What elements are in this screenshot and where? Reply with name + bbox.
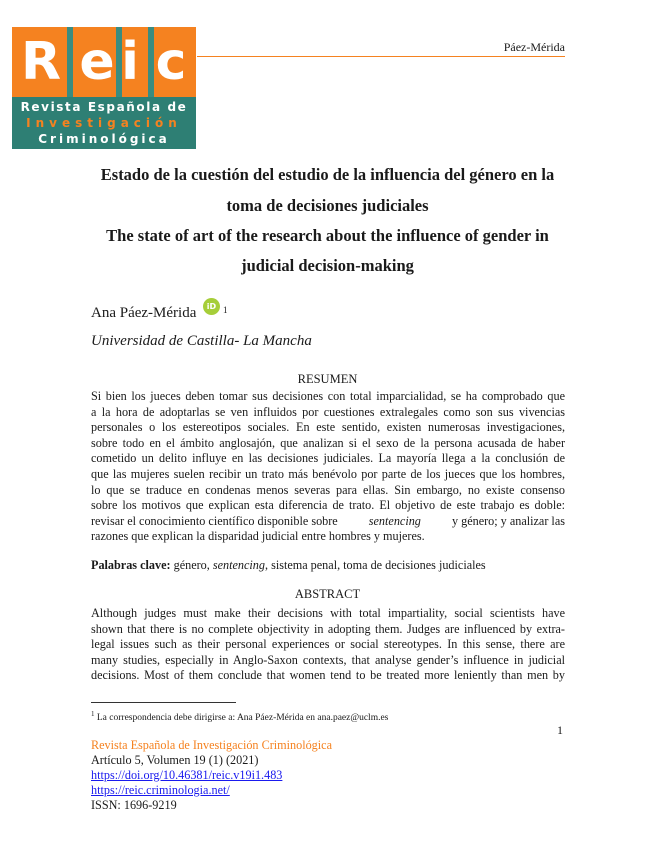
abstract-line: legal issues such as their personal experiences or social stereotypes. In this sense, there are [91,637,565,652]
journal-logo [12,27,196,149]
header-rule [197,56,565,57]
logo-orange-block [12,27,196,97]
resumen-line: lo que se traduce en condenas menos severas para ellas. Sin embargo, no existe consenso [91,482,565,497]
abstract-heading: ABSTRACT [294,587,361,601]
footer-journal-link[interactable]: https://reic.criminologia.net/ [91,783,230,797]
keywords-label: Palabras clave: [91,558,171,572]
footer-issn: ISSN: 1696-9219 [91,798,177,812]
logo-letter-i: i [121,32,139,92]
resumen-line: Si bien los jueces deben tomar sus decisiones con total imparcialidad, se ha comprobado que [91,389,565,403]
resumen-line: cometido un delito influye en las decisiones judiciales. La mayoría llega a la conclusión de [91,451,565,466]
resumen-text: y género; y analizar las [451,513,565,528]
abstract-line: shown that there is no complete objectivity in adopting them. Judges are influenced by extra- [91,621,565,636]
resumen-line: personales o los estereotipos sociales. En este sentido, existen numerosas investigaciones, [91,420,565,435]
footer-doi-link[interactable]: https://doi.org/10.46381/reic.v19i1.483 [91,768,283,782]
resumen-paragraph [91,389,565,545]
resumen-line-mixed [91,514,565,530]
keywords-italic: sentencing [212,558,265,572]
abstract-line: many studies, especially in Anglo-Saxon contexts, that analyse gender’s influence in judicial [91,652,565,667]
abstract-paragraph [91,606,565,684]
footnote-mark: 1 [91,710,95,718]
page-number: 1 [557,723,563,737]
logo-line-1: Revista Española de [20,100,188,114]
logo-line-2: Investigación [26,116,182,130]
title-es-line-2: toma de decisiones judiciales [226,196,429,215]
running-header-author: Páez-Mérida [503,40,565,54]
footnote-text: La correspondencia debe dirigirse a: Ana Páez-Mérida en ana.paez@uclm.es [94,713,389,724]
resumen-line: sobre todo en el ámbito anglosajón, que analizan si el sexo de la persona acusada de haber [91,435,565,450]
abstract-line: Although judges must make their decisions with total impartiality, social scientists have [91,606,565,620]
logo-letter-r: R [20,32,62,92]
abstract-line: decisions. Most of them conclude that women tend to be treated more leniently than men by [91,668,565,683]
title-en-line-1: The state of art of the research about the influence of gender in [106,226,549,245]
logo-teal-block [12,97,196,149]
resumen-line: a la hora de adoptarlas se ven influidos por cuestiones extralegales como son sus vivencias [91,404,565,419]
footer-article-info: Artículo 5, Volumen 19 (1) (2021) [91,753,259,767]
resumen-line: que las mujeres suelen recibir un trato más benévolo por parte de los jueces que los hombres, [91,466,565,481]
title-es-line-1: Estado de la cuestión del estudio de la influencia del género en la [100,165,555,184]
resumen-line: sobre los motivos que explican esta diferencia de trato. El objetivo de este trabajo es doble: [91,498,565,513]
footnote [91,710,388,723]
footnote-rule [91,702,236,703]
author-name: Ana Páez-Mérida [91,305,197,321]
logo-line-3: Criminológica [38,132,170,146]
author-affiliation: Universidad de Castilla- La Mancha [91,333,312,349]
resumen-line: razones que explican la disparidad judicial entre hombres y mujeres. [91,529,425,544]
footer-journal-name: Revista Española de Investigación Criminológica [91,738,332,752]
keywords [91,558,486,573]
resumen-italic-term: sentencing [368,513,421,528]
keywords-text: , sistema penal, toma de decisiones judiciales [264,558,486,572]
resumen-heading: RESUMEN [297,372,358,386]
logo-letter-c: c [155,32,187,92]
resumen-text: revisar el conocimiento científico disponible sobre [91,513,338,528]
logo-letter-e: e [79,32,115,92]
title-en-line-2: judicial decision-making [241,256,414,275]
author-footnote-mark: 1 [223,305,228,315]
orcid-icon[interactable]: iD [203,298,220,315]
keywords-text: género, [170,558,213,572]
